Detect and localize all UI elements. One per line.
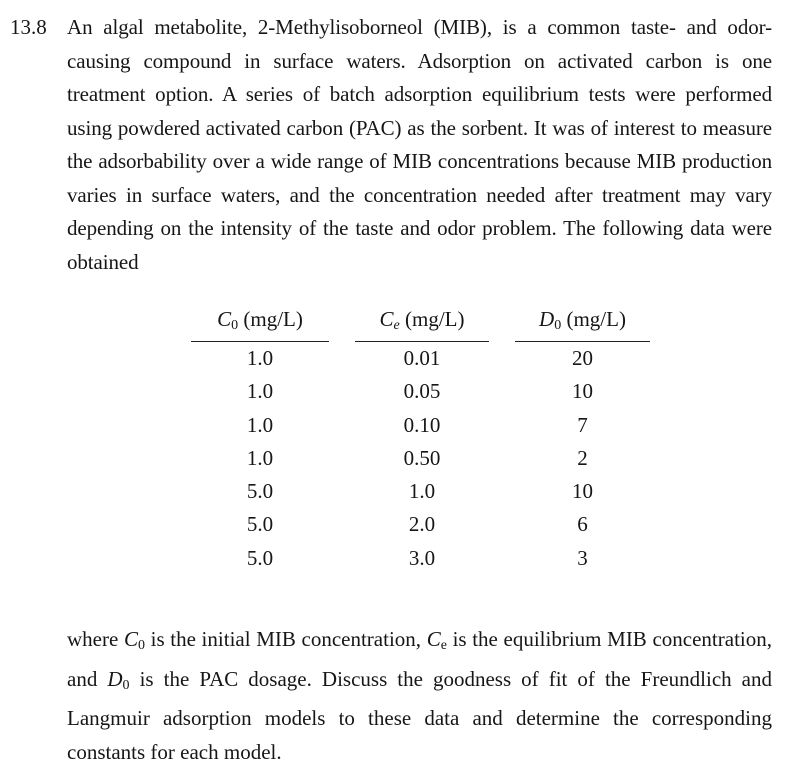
cell-c0: 1.0 xyxy=(246,346,274,370)
cell-c0: 5.0 xyxy=(246,545,274,570)
table-row xyxy=(191,542,650,575)
table-header-row xyxy=(191,307,650,342)
cell-d0: 10 xyxy=(572,479,593,504)
problem-conclusion: where $C_0$ is the initial MIB concentration, $C_e$ is the equilibrium MIB concentration, and $D_0$ is the PAC dosage. Discuss the goodness of fit of the Freundlich and Langmuir adsorption models to these data and determine the corresponding constants for each model. xyxy=(67,627,772,764)
cell-d0: 2 xyxy=(577,445,588,470)
cell-ce: 0.05 xyxy=(403,379,441,404)
cell-c0: 1.0 xyxy=(246,379,274,404)
cell-ce: 0.01 xyxy=(403,346,441,370)
table-row xyxy=(191,508,650,541)
cell-c0: 1.0 xyxy=(246,445,274,470)
cell-d0: 6 xyxy=(577,512,588,537)
table-row xyxy=(191,375,650,408)
cell-ce: 2.0 xyxy=(408,512,436,537)
problem-block xyxy=(10,11,790,279)
cell-d0: 3 xyxy=(577,545,588,570)
cell-d0: 10 xyxy=(572,379,593,404)
cell-d0: 20 xyxy=(572,346,593,370)
table-row xyxy=(191,409,650,442)
adsorption-data-table xyxy=(191,307,650,575)
cell-c0: 1.0 xyxy=(246,412,274,437)
cell-ce: 1.0 xyxy=(408,479,436,504)
cell-ce: 3.0 xyxy=(408,545,436,570)
problem-intro: An algal metabolite, 2-Methylisoborneol (MIB), is a common taste- and odor-causing compound in surface waters. Adsorption on activated carbon is one treatment option. A series of batch adsorption equilibrium tests were performed using powdered activated carbon (PAC) as the sorbent. It was of interest to measure the adsorbability over a wide range of MIB concentrations because MIB production varies in surface waters, and the concentration needed after treatment may vary depending on the intensity of the taste and odor problem. The following data were obtained xyxy=(67,15,772,274)
cell-ce: 0.50 xyxy=(403,445,441,470)
cell-ce: 0.10 xyxy=(403,412,441,437)
problem-text xyxy=(67,11,772,279)
problem-number: 13.8 xyxy=(10,15,47,39)
header-ce: $C_e$ (mg/L) xyxy=(355,307,489,342)
cell-d0: 7 xyxy=(577,412,588,437)
table-row xyxy=(191,475,650,508)
table-row xyxy=(191,342,650,375)
table-row xyxy=(191,442,650,475)
header-c0: $C_0$ (mg/L) xyxy=(191,307,329,342)
cell-c0: 5.0 xyxy=(246,512,274,537)
header-d0: $D_0$ (mg/L) xyxy=(515,307,650,342)
cell-c0: 5.0 xyxy=(246,479,274,504)
